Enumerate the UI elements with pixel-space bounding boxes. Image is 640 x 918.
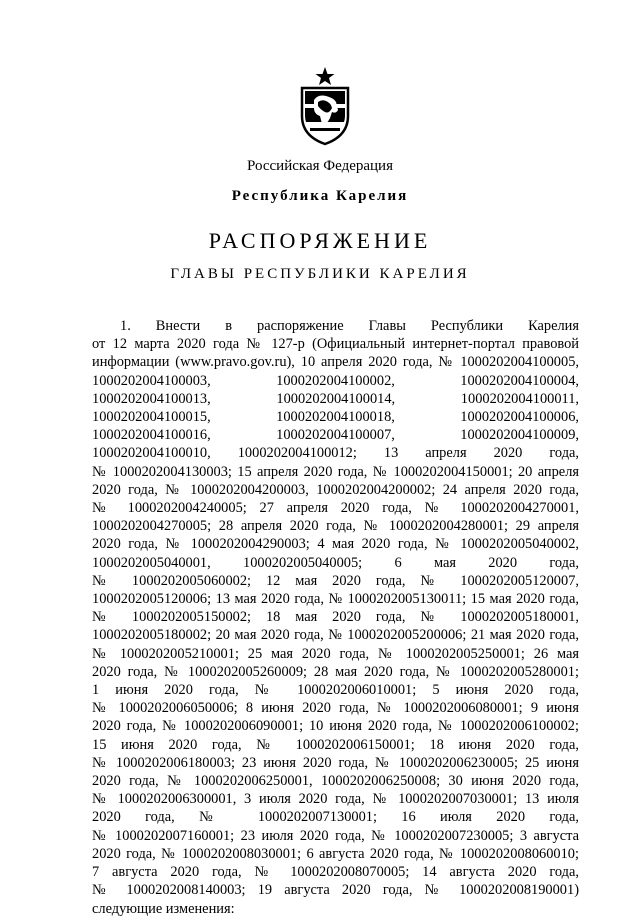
body-line: 1000202004100016, 1000202004100007, 1000202004100009,: [92, 427, 579, 444]
document-issuer-subtitle: ГЛАВЫ РЕСПУБЛИКИ КАРЕЛИЯ: [170, 266, 470, 282]
body-line: № 1000202006300001, 3 июля 2020 года, № 1000202007030001; 13 июля: [92, 791, 579, 808]
body-line: № 1000202005210001; 25 мая 2020 года, № 1000202005250001; 26 мая: [92, 645, 579, 662]
body-line: 2020 года, № 1000202004200003, 1000202004200002; 24 апреля 2020 года,: [92, 481, 579, 498]
body-line: 2020 года, № 1000202006250001, 1000202006250008; 30 июня 2020 года,: [92, 773, 579, 790]
body-line: от 12 марта 2020 года № 127-р (Официальный интернет-портал правовой: [92, 336, 579, 353]
body-line: 2020 года, № 1000202005260009; 28 мая 2020 года, № 1000202005280001;: [92, 663, 579, 680]
body-line: 1. Внести в распоряжение Главы Республики Карелия: [120, 318, 579, 334]
body-line: 7 августа 2020 года, № 1000202008070005; 14 августа 2020 года,: [92, 864, 579, 881]
body-line: 2020 года, № 1000202006090001; 10 июня 2020 года, № 1000202006100002;: [92, 718, 579, 735]
body-line: 1000202005040001, 1000202005040005; 6 мая 2020 года,: [92, 554, 579, 571]
body-line: 2020 года, № 1000202004290003; 4 мая 2020 года, № 1000202005040002,: [92, 536, 579, 553]
body-line: № 1000202005150002; 18 мая 2020 года, № 1000202005180001,: [92, 609, 579, 626]
body-line: № 1000202006050006; 8 июня 2020 года, № 1000202006080001; 9 июня: [92, 700, 579, 717]
body-line: № 1000202004130003; 15 апреля 2020 года, № 1000202004150001; 20 апреля: [92, 463, 579, 480]
body-line: 2020 года, № 1000202007130001; 16 июля 2020 года,: [92, 809, 579, 826]
body-line: 15 июня 2020 года, № 1000202006150001; 18 июня 2020 года,: [92, 736, 579, 753]
body-line: информации (www.pravo.gov.ru), 10 апреля 2020 года, № 1000202004100005,: [92, 354, 579, 371]
body-line: 1000202004100010, 1000202004100012; 13 апреля 2020 года,: [92, 445, 579, 462]
document-type-heading: РАСПОРЯЖЕНИЕ: [208, 228, 432, 253]
body-line: 1000202004100015, 1000202004100018, 1000202004100006,: [92, 409, 579, 426]
body-line: № 1000202007160001; 23 июля 2020 года, № 1000202007230005; 3 августа: [92, 827, 579, 844]
body-line: 1000202004270005; 28 апреля 2020 года, № 1000202004280001; 29 апреля: [92, 518, 579, 535]
body-line: 2020 года, № 1000202008030001; 6 августа 2020 года, № 1000202008060010;: [92, 845, 579, 862]
body-line: № 1000202005060002; 12 мая 2020 года, № 1000202005120007,: [92, 572, 579, 589]
body-line: № 1000202006180003; 23 июня 2020 года, № 1000202006230005; 25 июня: [92, 754, 579, 771]
karelia-coat-of-arms-icon: [296, 66, 354, 146]
body-line: 1000202004100003, 1000202004100002, 1000202004100004,: [92, 372, 579, 389]
emblem-graphic: [296, 66, 354, 146]
document-body: [92, 317, 579, 918]
body-line: № 1000202008140003; 19 августа 2020 года, № 1000202008190001): [92, 882, 579, 899]
federation-title: Российская Федерация: [247, 158, 393, 174]
body-line: следующие изменения:: [92, 900, 235, 917]
body-line: 1 июня 2020 года, № 1000202006010001; 5 июня 2020 года,: [92, 682, 579, 699]
body-line: 1000202005180002; 20 мая 2020 года, № 1000202005200006; 21 мая 2020 года,: [92, 627, 579, 644]
body-line: № 1000202004240005; 27 апреля 2020 года, № 1000202004270001,: [92, 500, 579, 517]
republic-title: Республика Карелия: [231, 188, 409, 204]
body-line: 1000202005120006; 13 мая 2020 года, № 1000202005130011; 15 мая 2020 года,: [92, 591, 579, 608]
body-line: 1000202004100013, 1000202004100014, 1000202004100011,: [92, 390, 579, 407]
